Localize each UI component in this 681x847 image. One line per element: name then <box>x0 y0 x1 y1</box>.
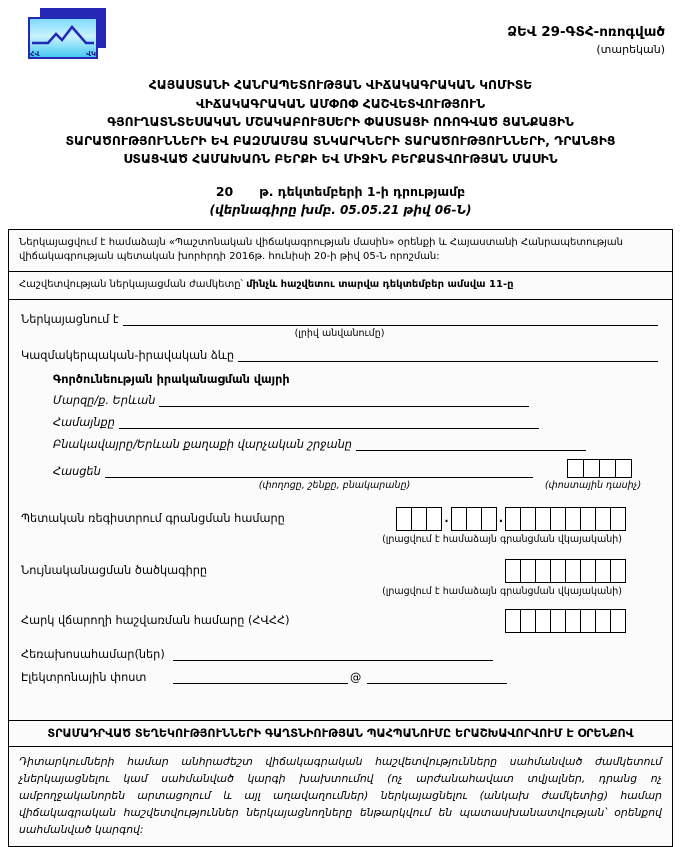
armstat-logo <box>28 8 108 62</box>
state-register-row <box>21 507 658 531</box>
entry-cell[interactable] <box>610 559 626 583</box>
settlement-row <box>53 437 658 451</box>
entry-cell[interactable] <box>426 507 442 531</box>
entry-cell[interactable] <box>610 609 626 633</box>
entry-cell[interactable] <box>481 507 497 531</box>
entry-cell[interactable] <box>535 609 551 633</box>
form-periodicity: (տարեկան) <box>596 43 665 56</box>
entry-cell[interactable] <box>505 559 521 583</box>
postal-code-boxes <box>567 459 632 478</box>
entry-cell[interactable] <box>583 459 600 478</box>
entry-cell[interactable] <box>505 609 521 633</box>
email-row <box>21 670 658 684</box>
entry-cell[interactable] <box>550 609 566 633</box>
entry-cell[interactable] <box>411 507 427 531</box>
entry-cell[interactable] <box>505 507 521 531</box>
date-suffix: թ. դեկտեմբերի 1-ի դրությամբ <box>259 183 466 199</box>
region-row <box>53 393 658 407</box>
revision-note: (վերնագիրը խմբ. 05.05.21 թիվ 06-Ն) <box>209 202 472 217</box>
phone-input-line[interactable] <box>173 647 493 661</box>
confidentiality-heading: ՏՐԱՄԱԴՐՎԱԾ ՏԵՂԵԿՈՒԹՅՈՒՆՆԵՐԻ ԳԱՂՏՆԻՈՒԹՅԱՆ ՊԱՀՊԱՆՈՒՄԸ ԵՐԱՇԽԱՎՈՐՎՈՒՄ Է ՕՐԵՆՔՈՎ <box>9 720 672 746</box>
entry-cell[interactable] <box>580 507 596 531</box>
presented-by-label: Ներկայացնում է <box>21 312 119 326</box>
settlement-input-line[interactable] <box>356 437 586 451</box>
entry-cell[interactable] <box>615 459 632 478</box>
address-input-line[interactable] <box>105 464 533 478</box>
form-body <box>8 229 673 847</box>
entry-cell[interactable] <box>520 559 536 583</box>
title-line-4: ՏԱՐԱԾՈՒԹՅՈՒՆՆԵՐԻ ԵՎ ԲԱԶՄԱՄՅԱ ՏՆԿԱՐԿՆԵՐԻ ՏԱՐԱԾՈՒԹՅՈՒՆՆԵՐԻ, ԴՐԱՆՑԻՑ <box>65 133 616 148</box>
logo-letters-left: ՀՎ <box>30 50 40 58</box>
entry-cell[interactable] <box>599 459 616 478</box>
email-local-input-line[interactable] <box>173 670 348 684</box>
entry-cell[interactable] <box>535 559 551 583</box>
email-label: Էլեկտրոնային փոստ <box>21 670 147 684</box>
community-label: Համայնքը <box>53 415 115 429</box>
entry-cell[interactable] <box>535 507 551 531</box>
postal-code-hint: (փոստային դասիչ) <box>544 479 642 491</box>
address-row <box>53 459 658 478</box>
presented-by-input-line[interactable] <box>123 312 658 326</box>
entry-cell[interactable] <box>550 507 566 531</box>
deadline-prefix: Հաշվետվության ներկայացման ժամկետը՝ <box>19 278 247 290</box>
id-code-label: Նույնականացման ծածկագիրը <box>21 564 208 577</box>
title-line-5: ՍՏԱՑՎԱԾ ՀԱՄԱԽԱՌՆ ԲԵՐՔԻ ԵՎ ՄԻՋԻՆ ԲԵՐՔԱՏՎՈՒԹՅԱՆ ՄԱՍԻՆ <box>123 152 558 166</box>
report-date-line <box>0 184 681 199</box>
logo-letters <box>30 50 96 58</box>
form-code-block <box>507 24 665 62</box>
presented-by-hint: (լրիվ անվանումը) <box>294 327 385 339</box>
title-line-3: ԳՅՈՒՂԱՏՆՏԵՍԱԿԱՆ ՄՇԱԿԱԲՈՒՅՍԵՐԻ ՓԱՍՏԱՑԻ ՈՌՈԳՎԱԾ ՑԱՆՔԱՅԻՆ <box>107 115 574 129</box>
entry-cell[interactable] <box>595 559 611 583</box>
deadline-value: մինչև հաշվետու տարվա դեկտեմբեր ամսվա 11-ը <box>246 278 514 290</box>
region-label: Մարզը/ք. Երևան <box>53 393 156 407</box>
phone-row <box>21 647 658 661</box>
legal-form-row <box>21 348 658 362</box>
entry-cell[interactable] <box>580 609 596 633</box>
date-prefix: 20 <box>215 183 234 199</box>
presented-by-row <box>21 312 658 326</box>
tin-row <box>21 609 658 633</box>
address-hints-row <box>21 480 658 491</box>
liability-paragraph: Դիտարկումների համար անհրաժեշտ վիճակագրական հաշվետվությունները սահմանված ժամկետում չներկայացնելու կամ սահմանված կարգի խախտումով (ոչ արժանահավատ տվյալներ, դրանց ոչ ամբողջականորեն արտացոլում և այլ աղավաղումներ) ներկայացնելու (անկախ ժամկետից) համար վիճակագրական հաշվետվություններ ներկայացնողները ենթարկվում են պատասխանատվության՝ օրենքով սահմանված կարգով: <box>9 746 672 846</box>
state-register-label: Պետական ռեգիստրում գրանցման համարը <box>21 512 285 525</box>
entry-cell[interactable] <box>396 507 412 531</box>
legal-form-label: Կազմակերպական-իրավական ձևը <box>21 348 235 362</box>
entry-cell[interactable] <box>520 507 536 531</box>
submission-statement: Ներկայացվում է համաձայն «Պաշտոնական վիճակագրության մասին» օրենքի և Հայաստանի Հանրապետության վիճակագրության պետական խորհրդի 2016թ. հունիսի 20-ի թիվ 05-Ն որոշման: <box>19 236 623 262</box>
community-row <box>53 415 658 429</box>
deadline-row <box>9 271 672 299</box>
address-hint: (փողոցը, շենքը, բնակարանը) <box>258 479 411 491</box>
tin-label: Հարկ վճարողի հաշվառման համարը (ՀՎՀՀ) <box>21 614 290 627</box>
logo-letters-right: ՎԿ <box>86 50 96 58</box>
id-code-boxes <box>505 559 626 583</box>
settlement-label: Բնակավայրը/Երևան քաղաքի վարչական շրջանը <box>53 437 352 451</box>
region-input-line[interactable] <box>159 393 529 407</box>
legal-form-input-line[interactable] <box>238 348 658 362</box>
entry-cell[interactable] <box>580 559 596 583</box>
activity-location-heading: Գործունեության իրականացման վայրի <box>53 372 290 386</box>
header <box>0 0 681 62</box>
entry-cell[interactable] <box>595 609 611 633</box>
entry-cell[interactable] <box>466 507 482 531</box>
register-boxes-group2 <box>451 507 497 531</box>
email-at-sign: @ <box>350 670 362 684</box>
entry-cell[interactable] <box>451 507 467 531</box>
register-boxes-group1 <box>396 507 442 531</box>
community-input-line[interactable] <box>119 415 539 429</box>
form-title <box>0 76 681 169</box>
entry-cell[interactable] <box>610 507 626 531</box>
entry-cell[interactable] <box>565 609 581 633</box>
register-dot-2: . <box>498 512 503 525</box>
entry-cell[interactable] <box>595 507 611 531</box>
form-code: ՁԵՎ 29-ԳՏՀ-ոռոգված <box>507 24 665 40</box>
entry-cell[interactable] <box>565 559 581 583</box>
entry-cell[interactable] <box>565 507 581 531</box>
register-caption: (լրացվում է համաձայն գրանցման վկայականի) <box>382 533 622 545</box>
register-dot-1: . <box>444 512 449 525</box>
title-line-1: ՀԱՅԱՍՏԱՆԻ ՀԱՆՐԱՊԵՏՈՒԹՅԱՆ ՎԻՃԱԿԱԳՐԱԿԱՆ ԿՈՄԻՏԵ <box>148 78 533 92</box>
register-boxes-group3 <box>505 507 626 531</box>
phone-label: Հեռախոսահամար(ներ) <box>21 647 165 661</box>
email-domain-input-line[interactable] <box>367 670 507 684</box>
tin-boxes <box>505 609 626 633</box>
fields-section <box>9 299 672 720</box>
id-code-caption: (լրացվում է համաձայն գրանցման վկայականի) <box>382 585 622 597</box>
entry-cell[interactable] <box>567 459 584 478</box>
entry-cell[interactable] <box>550 559 566 583</box>
address-label: Հասցեն <box>53 464 101 478</box>
id-code-row <box>21 559 658 583</box>
title-line-2: ՎԻՃԱԿԱԳՐԱԿԱՆ ԱՄՓՈՓ ՀԱՇՎԵՏՎՈՒԹՅՈՒՆ <box>195 96 486 111</box>
entry-cell[interactable] <box>520 609 536 633</box>
